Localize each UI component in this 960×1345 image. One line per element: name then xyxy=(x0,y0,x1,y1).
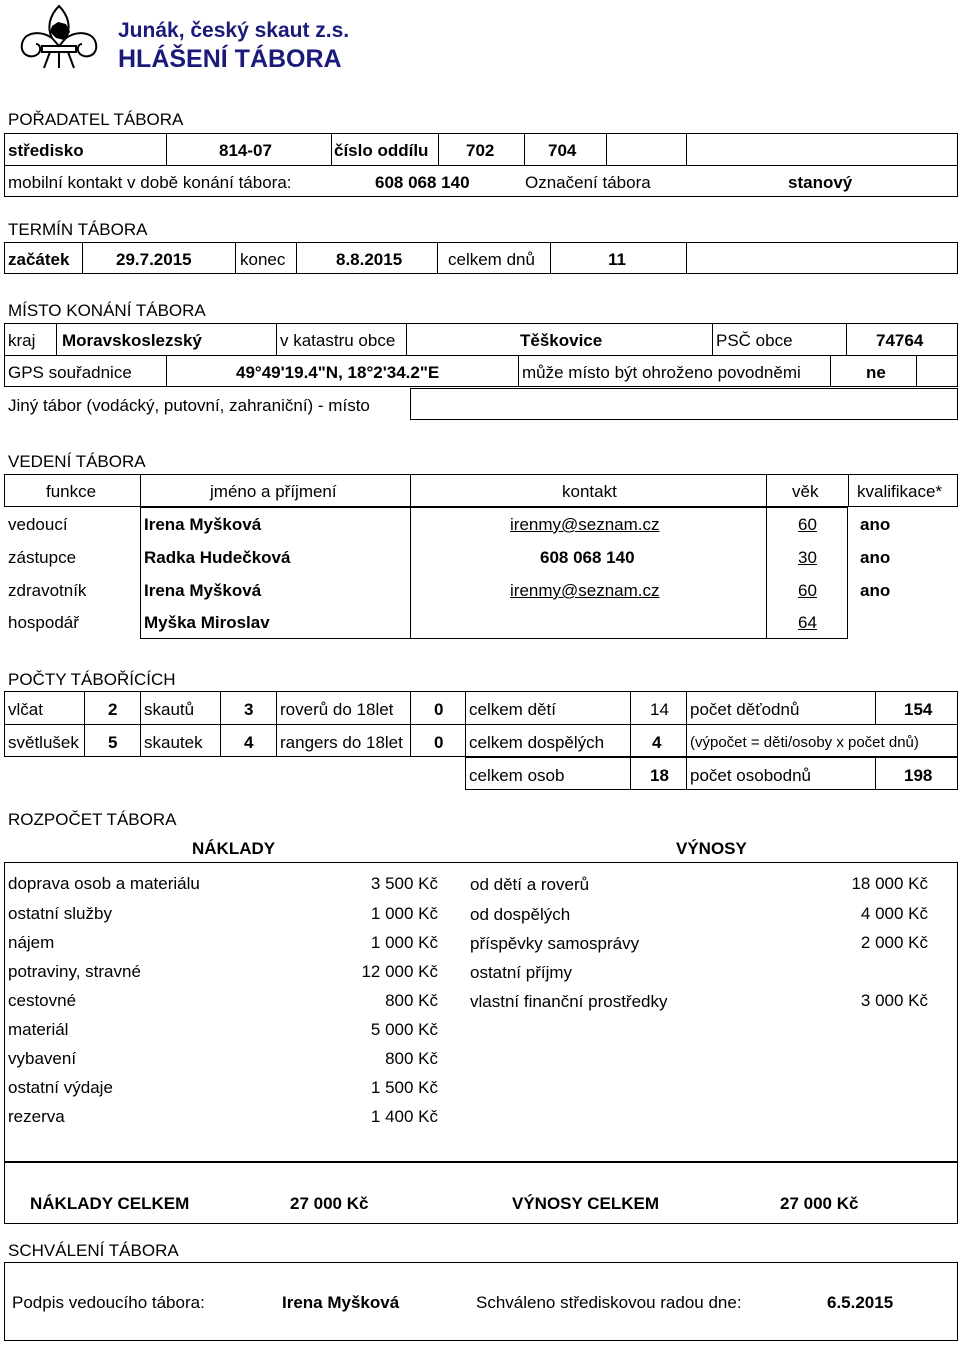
col-jmeno: jméno a příjmení xyxy=(210,482,337,501)
roveru-value: 0 xyxy=(434,700,444,719)
naklad-label: materiál xyxy=(8,1020,69,1039)
table-row-kontakt[interactable]: irenmy@seznam.cz xyxy=(510,515,660,534)
konec-label: konec xyxy=(240,250,286,269)
vedeni-heading: VEDENÍ TÁBORA xyxy=(8,452,146,471)
naklad-value: 1 500 Kč xyxy=(370,1078,438,1097)
osobodnu-label: počet osobodnů xyxy=(690,766,811,785)
naklad-label: ostatní služby xyxy=(8,904,112,923)
detodnu-value: 154 xyxy=(904,700,933,719)
table-row-vek: 64 xyxy=(798,613,817,632)
table-row-kval: ano xyxy=(860,548,891,567)
naklad-value: 1 000 Kč xyxy=(370,933,438,952)
kraj-label: kraj xyxy=(8,331,36,350)
table-row-vek: 30 xyxy=(798,548,817,567)
naklad-value: 800 Kč xyxy=(385,1049,438,1068)
celkem-dnu-label: celkem dnů xyxy=(448,250,535,269)
table-row-kontakt[interactable]: irenmy@seznam.cz xyxy=(510,581,660,600)
col-kontakt: kontakt xyxy=(562,482,617,501)
vynos-label: od dospělých xyxy=(470,905,571,924)
table-row-jmeno: Irena Myšková xyxy=(144,515,262,534)
stredisko-value: 814-07 xyxy=(219,141,272,160)
totals-box xyxy=(4,1162,958,1224)
table-row-vek: 60 xyxy=(798,515,817,534)
vynosy-celkem-label: VÝNOSY CELKEM xyxy=(512,1194,660,1213)
svetlusek-label: světlušek xyxy=(8,733,79,752)
vynos-value: 4 000 Kč xyxy=(860,904,928,923)
termin-heading: TERMÍN TÁBORA xyxy=(8,220,148,239)
naklad-label: vybavení xyxy=(8,1049,77,1068)
table-row-vek: 60 xyxy=(798,581,817,600)
poradatel-heading: POŘADATEL TÁBORA xyxy=(8,110,184,129)
vynosy-heading: VÝNOSY xyxy=(676,839,747,858)
table-row-funkce: zástupce xyxy=(8,548,77,567)
table-row-funkce: zdravotník xyxy=(8,581,87,600)
table-row-jmeno: Irena Myšková xyxy=(144,581,262,600)
table-row-jmeno: Myška Miroslav xyxy=(144,613,270,632)
vlcat-value: 2 xyxy=(108,700,118,719)
zacatek-label: začátek xyxy=(8,250,70,269)
naklad-label: rezerva xyxy=(8,1107,65,1126)
table-row-jmeno: Radka Hudečková xyxy=(144,548,291,567)
skautek-label: skautek xyxy=(144,733,203,752)
celkem-deti-label: celkem dětí xyxy=(469,700,556,719)
podpis-value: Irena Myšková xyxy=(282,1293,400,1312)
stredisko-label: středisko xyxy=(8,141,84,160)
naklady-heading: NÁKLADY xyxy=(192,839,276,858)
oznaceni-value: stanový xyxy=(788,173,853,192)
vypocet-note: (výpočet = děti/osoby x počet dnů) xyxy=(690,734,919,751)
misto-heading: MÍSTO KONÁNÍ TÁBORA xyxy=(8,301,206,320)
naklad-label: doprava osob a materiálu xyxy=(8,874,200,893)
schvaleno-value: 6.5.2015 xyxy=(827,1293,894,1312)
celkem-dospelych-value: 4 xyxy=(652,733,662,752)
naklad-value: 800 Kč xyxy=(385,991,438,1010)
jiny-tabor-label: Jiný tábor (vodácký, putovní, zahraniční) - místo xyxy=(8,396,370,415)
schvaleni-heading: SCHVÁLENÍ TÁBORA xyxy=(8,1241,179,1260)
katastr-label: v katastru obce xyxy=(280,331,396,350)
org-name: Junák, český skaut z.s. xyxy=(118,19,350,42)
col-funkce: funkce xyxy=(46,482,97,501)
oddil-2: 704 xyxy=(548,141,577,160)
document-title: HLÁŠENÍ TÁBORA xyxy=(118,45,342,73)
vynos-value: 3 000 Kč xyxy=(860,991,928,1010)
celkem-dospelych-label: celkem dospělých xyxy=(469,733,605,752)
mobil-label: mobilní kontakt v době konání tábora: xyxy=(8,173,292,192)
skautu-label: skautů xyxy=(144,700,195,719)
naklad-value: 1 400 Kč xyxy=(370,1107,438,1126)
cislo-oddilu-label: číslo oddílu xyxy=(334,141,429,160)
naklady-celkem-value: 27 000 Kč xyxy=(290,1194,369,1213)
vynosy-celkem-value: 27 000 Kč xyxy=(780,1194,859,1213)
naklad-value: 5 000 Kč xyxy=(370,1020,438,1039)
zacatek-value: 29.7.2015 xyxy=(116,250,192,269)
celkem-dnu-value: 11 xyxy=(608,250,626,269)
psc-value: 74764 xyxy=(876,331,924,350)
pocty-heading: POČTY TÁBOŘÍCÍCH xyxy=(8,670,176,689)
povoden-label: může místo být ohroženo povodněmi xyxy=(522,363,801,382)
schvaleno-label: Schváleno střediskovou radou dne: xyxy=(476,1293,742,1312)
junak-lily-logo xyxy=(14,2,104,72)
oddil-1: 702 xyxy=(466,141,495,160)
vynos-label: vlastní finanční prostředky xyxy=(470,992,668,1011)
katastr-value: Těškovice xyxy=(520,331,603,350)
vynos-label: ostatní příjmy xyxy=(470,963,573,982)
vynos-label: příspěvky samosprávy xyxy=(470,934,640,953)
skautu-value: 3 xyxy=(244,700,254,719)
vynos-value: 2 000 Kč xyxy=(860,933,928,952)
naklad-label: cestovné xyxy=(8,991,77,1010)
kraj-value: Moravskoslezský xyxy=(62,331,202,350)
col-vek: věk xyxy=(792,482,819,501)
gps-value: 49°49'19.4"N, 18°2'34.2"E xyxy=(236,363,440,382)
celkem-osob-label: celkem osob xyxy=(469,766,565,785)
gps-label: GPS souřadnice xyxy=(8,363,132,382)
rangers-value: 0 xyxy=(434,733,444,752)
table-row-kval: ano xyxy=(860,515,891,534)
naklad-label: potraviny, stravné xyxy=(8,962,141,981)
roveru-label: roverů do 18let xyxy=(280,700,394,719)
naklad-value: 3 500 Kč xyxy=(370,874,438,893)
celkem-deti-value: 14 xyxy=(650,700,669,719)
detodnu-label: počet děťodnů xyxy=(690,700,800,719)
naklad-value: 1 000 Kč xyxy=(370,904,438,923)
table-row-funkce: hospodář xyxy=(8,613,79,632)
konec-value: 8.8.2015 xyxy=(336,250,403,269)
table-row-funkce: vedoucí xyxy=(8,515,68,534)
povoden-value: ne xyxy=(866,363,886,382)
rangers-label: rangers do 18let xyxy=(280,733,403,752)
table-row-kval: ano xyxy=(860,581,891,600)
table-row-kontakt: 608 068 140 xyxy=(540,548,635,567)
vynos-label: od dětí a roverů xyxy=(470,875,590,894)
svetlusek-value: 5 xyxy=(108,733,118,752)
naklad-value: 12 000 Kč xyxy=(361,962,438,981)
celkem-osob-value: 18 xyxy=(650,766,669,785)
col-kvalifikace: kvalifikace* xyxy=(857,482,943,501)
naklady-celkem-label: NÁKLADY CELKEM xyxy=(30,1194,190,1213)
vlcat-label: vlčat xyxy=(8,700,43,719)
jiny-tabor-field xyxy=(410,388,958,420)
mobil-value: 608 068 140 xyxy=(375,173,470,192)
naklad-label: nájem xyxy=(8,933,55,952)
podpis-label: Podpis vedoucího tábora: xyxy=(12,1293,205,1312)
vynos-value: 18 000 Kč xyxy=(851,874,928,893)
rozpocet-heading: ROZPOČET TÁBORA xyxy=(8,810,177,829)
oznaceni-label: Označení tábora xyxy=(525,173,651,192)
osobodnu-value: 198 xyxy=(904,766,933,785)
psc-label: PSČ obce xyxy=(716,331,793,350)
naklad-label: ostatní výdaje xyxy=(8,1078,113,1097)
skautek-value: 4 xyxy=(244,733,254,752)
